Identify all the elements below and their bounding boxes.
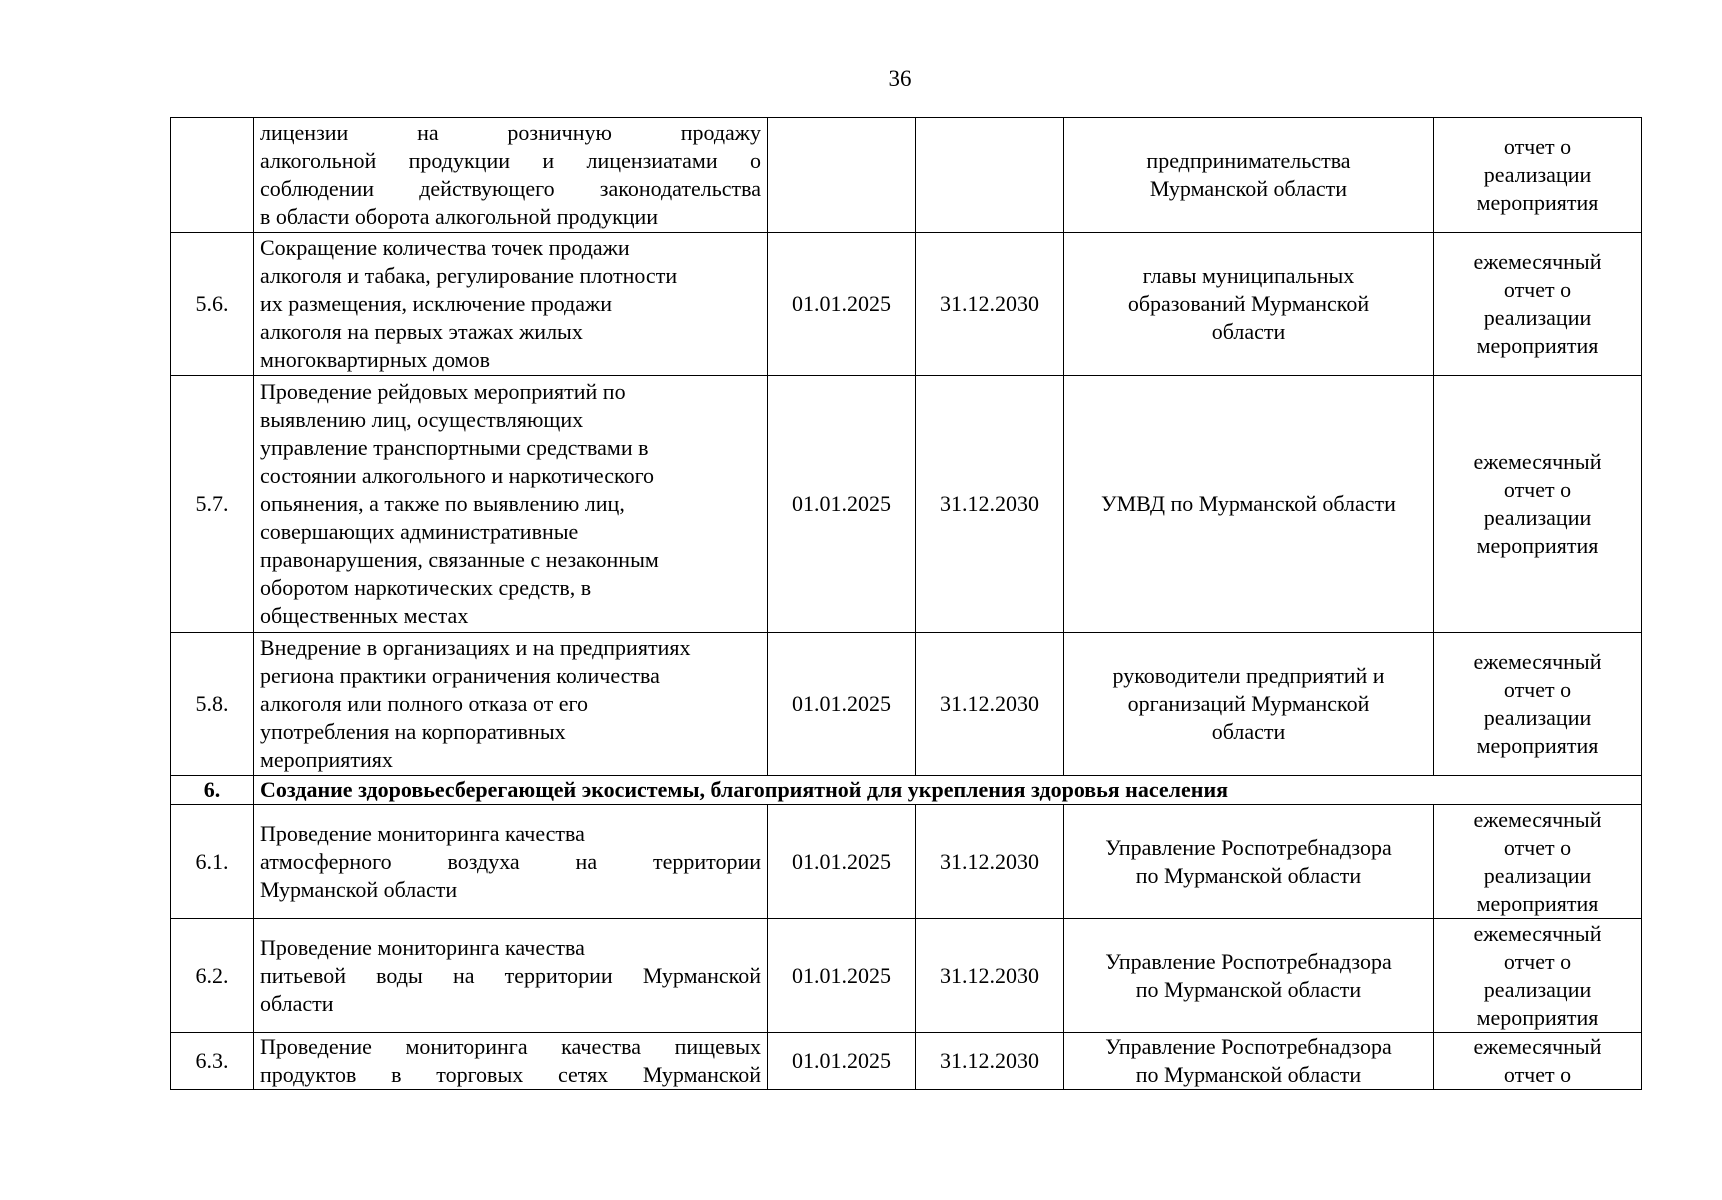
start-date-cell: 01.01.2025 xyxy=(768,805,916,919)
description-cell xyxy=(254,805,768,919)
report-line: отчет о xyxy=(1503,834,1572,860)
section-number-cell: 6. xyxy=(171,776,254,805)
responsible-cell xyxy=(1064,805,1434,919)
report-cell xyxy=(1434,233,1642,376)
description-line: оборотом наркотических средств, в xyxy=(260,575,592,600)
row-number-cell: 5.6. xyxy=(171,233,254,376)
report-cell xyxy=(1434,118,1642,233)
report-cell xyxy=(1434,919,1642,1033)
responsible-cell xyxy=(1064,1033,1434,1090)
responsible-line: организаций Мурманской xyxy=(1127,691,1370,716)
end-date-cell: 31.12.2030 xyxy=(916,633,1064,776)
report-line: отчет о xyxy=(1503,277,1572,302)
report-cell xyxy=(1434,376,1642,633)
table-row xyxy=(171,633,1642,776)
description-line: Мурманской области xyxy=(260,876,458,902)
description-line: лицензии на розничную продажу xyxy=(260,120,761,145)
end-date-cell: 31.12.2030 xyxy=(916,919,1064,1033)
start-date-cell: 01.01.2025 xyxy=(768,233,916,376)
description-line: совершающих административные xyxy=(260,519,579,544)
description-line: опьянения, а также по выявлению лиц, xyxy=(260,491,625,516)
description-line: алкоголя или полного отказа от его xyxy=(260,691,588,716)
row-number-cell: 5.7. xyxy=(171,376,254,633)
description-line: алкоголя на первых этажах жилых xyxy=(260,319,583,344)
end-date-cell: 31.12.2030 xyxy=(916,233,1064,376)
responsible-line: УМВД по Мурманской области xyxy=(1101,491,1396,516)
table-row xyxy=(171,805,1642,919)
description-line: мероприятиях xyxy=(260,747,393,772)
report-line: отчет о xyxy=(1503,677,1572,702)
report-line: отчет о xyxy=(1503,948,1572,974)
responsible-line: Управление Роспотребнадзора xyxy=(1105,1034,1392,1059)
description-line: правонарушения, связанные с незаконным xyxy=(260,547,659,572)
description-line: атмосферного воздуха на территории xyxy=(260,848,761,874)
description-line: питьевой воды на территории Мурманской xyxy=(260,962,761,988)
end-date-cell: 31.12.2030 xyxy=(916,376,1064,633)
report-line: реализации xyxy=(1483,976,1592,1002)
start-date-cell: 01.01.2025 xyxy=(768,919,916,1033)
description-cell xyxy=(254,1033,768,1090)
measures-table xyxy=(170,117,1642,1090)
report-line: мероприятия xyxy=(1476,333,1599,358)
responsible-line: Мурманской области xyxy=(1149,176,1348,201)
description-line: продуктов в торговых сетях Мурманской xyxy=(260,1062,761,1087)
report-cell xyxy=(1434,805,1642,919)
description-line: общественных местах xyxy=(260,603,469,628)
table-row xyxy=(171,118,1642,233)
description-cell xyxy=(254,118,768,233)
table-row xyxy=(171,376,1642,633)
end-date-cell: 31.12.2030 xyxy=(916,805,1064,919)
report-line: реализации xyxy=(1483,162,1592,187)
report-line: ежемесячный xyxy=(1473,806,1602,832)
start-date-cell: 01.01.2025 xyxy=(768,1033,916,1090)
row-number-cell: 6.3. xyxy=(171,1033,254,1090)
description-cell xyxy=(254,919,768,1033)
responsible-line: области xyxy=(1211,319,1286,344)
responsible-line: по Мурманской области xyxy=(1135,976,1362,1002)
responsible-line: области xyxy=(1211,719,1286,744)
report-line: реализации xyxy=(1483,305,1592,330)
responsible-cell xyxy=(1064,633,1434,776)
report-line: ежемесячный xyxy=(1473,1034,1602,1059)
responsible-line: руководители предприятий и xyxy=(1112,663,1385,688)
description-line: Проведение рейдовых мероприятий по xyxy=(260,379,626,404)
section-title: Создание здоровьесберегающей экосистемы, благоприятной для укрепления здоровья населения xyxy=(254,776,1642,805)
responsible-cell xyxy=(1064,919,1434,1033)
report-line: отчет о xyxy=(1503,134,1572,159)
responsible-line: по Мурманской области xyxy=(1135,1062,1362,1087)
description-line: Сокращение количества точек продажи xyxy=(260,235,630,260)
responsible-line: образований Мурманской xyxy=(1127,291,1370,316)
description-line: соблюдении действующего законодательства xyxy=(260,176,761,201)
responsible-cell xyxy=(1064,118,1434,233)
table-row xyxy=(171,1033,1642,1090)
report-cell xyxy=(1434,633,1642,776)
row-number-cell: 6.1. xyxy=(171,805,254,919)
report-line: ежемесячный xyxy=(1473,249,1602,274)
responsible-line: предпринимательства xyxy=(1146,148,1351,173)
table-row xyxy=(171,919,1642,1033)
responsible-line: главы муниципальных xyxy=(1142,263,1355,288)
report-line: мероприятия xyxy=(1476,533,1599,558)
report-line: отчет о xyxy=(1503,1062,1572,1087)
start-date-cell: 01.01.2025 xyxy=(768,376,916,633)
page-number: 36 xyxy=(888,66,912,91)
description-line: региона практики ограничения количества xyxy=(260,663,660,688)
description-cell xyxy=(254,633,768,776)
responsible-line: Управление Роспотребнадзора xyxy=(1105,948,1392,974)
report-line: реализации xyxy=(1483,862,1592,888)
description-line: многоквартирных домов xyxy=(260,347,490,372)
description-line: Проведение мониторинга качества пищевых xyxy=(260,1034,761,1059)
report-line: реализации xyxy=(1483,705,1592,730)
description-line: алкогольной продукции и лицензиатами о xyxy=(260,148,761,173)
report-line: мероприятия xyxy=(1476,890,1599,916)
row-number-cell: 6.2. xyxy=(171,919,254,1033)
responsible-line: Управление Роспотребнадзора xyxy=(1105,834,1392,860)
responsible-cell xyxy=(1064,376,1434,633)
description-line: Проведение мониторинга качества xyxy=(260,820,585,846)
report-line: ежемесячный xyxy=(1473,649,1602,674)
start-date-cell xyxy=(768,118,916,233)
report-line: реализации xyxy=(1483,505,1592,530)
description-line: Внедрение в организациях и на предприятиях xyxy=(260,635,691,660)
report-line: мероприятия xyxy=(1476,1004,1599,1030)
report-cell xyxy=(1434,1033,1642,1090)
report-line: мероприятия xyxy=(1476,190,1599,215)
description-line: употребления на корпоративных xyxy=(260,719,566,744)
description-line: Проведение мониторинга качества xyxy=(260,934,585,960)
end-date-cell xyxy=(916,118,1064,233)
description-cell xyxy=(254,233,768,376)
report-line: отчет о xyxy=(1503,477,1572,502)
description-line: выявлению лиц, осуществляющих xyxy=(260,407,584,432)
description-line: их размещения, исключение продажи xyxy=(260,291,612,316)
description-line: в области оборота алкогольной продукции xyxy=(260,204,659,229)
description-cell xyxy=(254,376,768,633)
responsible-cell xyxy=(1064,233,1434,376)
section-row xyxy=(171,776,1642,805)
report-line: мероприятия xyxy=(1476,733,1599,758)
row-number-cell: 5.8. xyxy=(171,633,254,776)
description-line: алкоголя и табака, регулирование плотности xyxy=(260,263,678,288)
responsible-line: по Мурманской области xyxy=(1135,862,1362,888)
report-line: ежемесячный xyxy=(1473,449,1602,474)
end-date-cell: 31.12.2030 xyxy=(916,1033,1064,1090)
description-line: управление транспортными средствами в xyxy=(260,435,649,460)
row-number-cell xyxy=(171,118,254,233)
table-row xyxy=(171,233,1642,376)
report-line: ежемесячный xyxy=(1473,920,1602,946)
description-line: состоянии алкогольного и наркотического xyxy=(260,463,655,488)
description-line: области xyxy=(260,990,334,1016)
start-date-cell: 01.01.2025 xyxy=(768,633,916,776)
